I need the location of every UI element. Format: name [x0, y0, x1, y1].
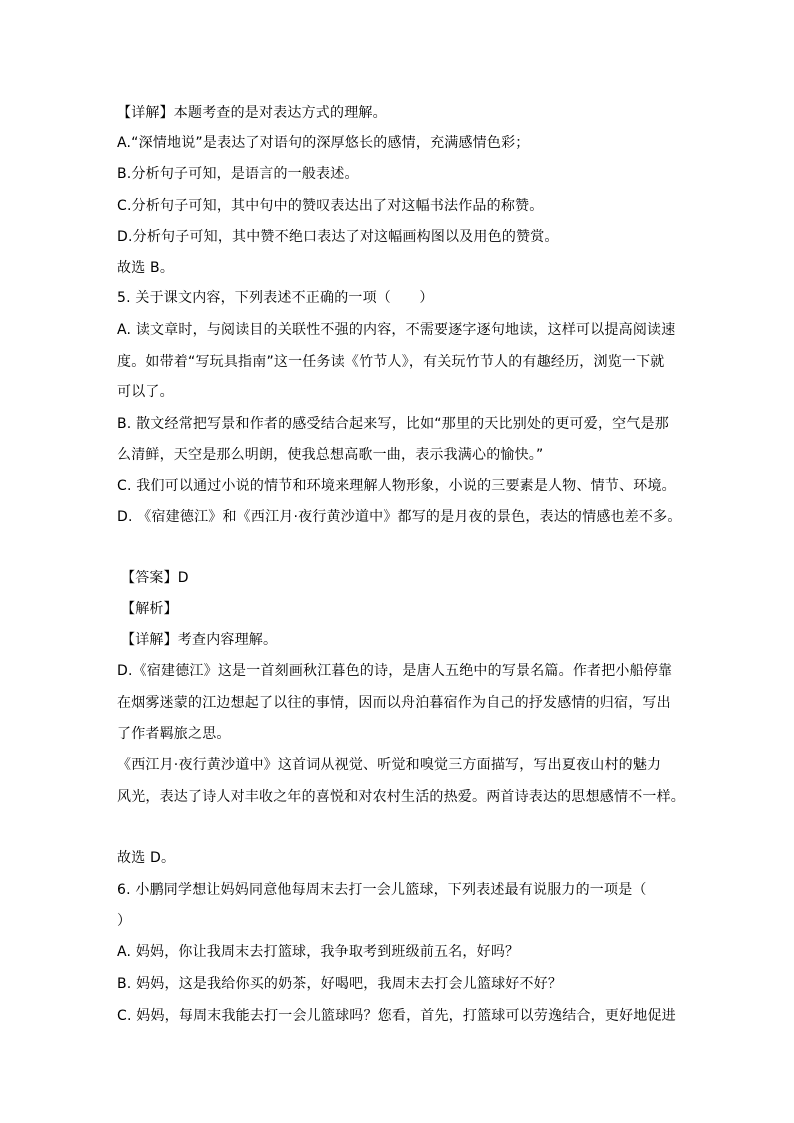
explanation-heading: 【详解】本题考查的是对表达方式的理解。: [117, 105, 387, 121]
explanation-heading: 【详解】考查内容理解。: [121, 632, 278, 648]
question-5-option-a: A. 读文章时，与阅读目的关联性不强的内容，不需要逐字逐句地读，这样可以提高阅读速: [117, 322, 676, 338]
question-6-option-b: B. 妈妈，这是我给你买的奶茶，好喝吧，我周末去打会儿篮球好不好？: [117, 976, 563, 992]
explanation-text: 在烟雾迷蒙的江边想起了以往的事情，因而以舟泊暮宿作为自己的抒发感情的归宿，写出: [117, 695, 671, 711]
question-6-stem-cont: ）: [117, 913, 132, 929]
question-5-stem: 5. 关于课文内容，下列表述不正确的一项（ ）: [117, 290, 434, 306]
option-a-analysis: A.“深情地说”是表达了对语句的深厚悠长的感情，充满感情色彩；: [117, 135, 530, 151]
question-5-option-c: C. 我们可以通过小说的情节和环境来理解人物形象，小说的三要素是人物、情节、环境。: [117, 478, 676, 494]
answer-choice: 故选 D。: [117, 850, 176, 866]
option-b-analysis: B.分析句子可知，是语言的一般表述。: [117, 166, 359, 182]
option-d-analysis: D.分析句子可知，其中赞不绝口表达了对这幅画构图以及用色的赞赏。: [117, 229, 559, 245]
explanation-text: 《西江月·夜行黄沙道中》这首词从视觉、听觉和嗅觉三方面描写，写出夏夜山村的魅力: [117, 757, 662, 773]
question-6-stem: 6. 小鹏同学想让妈妈同意他每周末去打一会儿篮球，下列表述最有说服力的一项是（: [117, 882, 647, 898]
question-5-option-b-cont: 么清鲜，天空是那么明朗，使我总想高歌一曲，表示我满心的愉快。”: [117, 447, 544, 463]
question-5-option-a-cont: 可以了。: [117, 384, 174, 400]
option-c-analysis: C.分析句子可知，其中句中的赞叹表达出了对这幅书法作品的称赞。: [117, 198, 544, 214]
question-5-option-a-cont: 度。如带着“写玩具指南”这一任务读《竹节人》，有关玩竹节人的有趣经历，浏览一下就: [117, 354, 665, 370]
question-6-option-c: C. 妈妈，每周末我能去打一会儿篮球吗？您看，首先，打篮球可以劳逸结合，更好地促进: [117, 1008, 676, 1024]
question-6-option-a: A. 妈妈，你让我周末去打篮球，我争取考到班级前五名，好吗？: [117, 944, 520, 960]
question-5-option-d: D. 《宿建德江》和《西江月·夜行黄沙道中》都写的是月夜的景色，表达的情感也差不多。: [117, 509, 682, 525]
question-5-option-b: B. 散文经常把写景和作者的感受结合起来写，比如“那里的天比别处的更可爱，空气是那: [117, 416, 669, 432]
explanation-text: 了作者羁旅之思。: [117, 726, 231, 742]
explanation-text: 风光，表达了诗人对丰收之年的喜悦和对农村生活的热爱。两首诗表达的思想感情不一样。: [117, 789, 685, 805]
answer-label: 【答案】D: [121, 570, 189, 586]
explanation-text: D.《宿建德江》这是一首刻画秋江暮色的诗，是唐人五绝中的写景名篇。作者把小船停靠: [117, 663, 673, 679]
answer-choice: 故选 B。: [117, 260, 175, 276]
analysis-label: 【解析】: [121, 601, 178, 617]
